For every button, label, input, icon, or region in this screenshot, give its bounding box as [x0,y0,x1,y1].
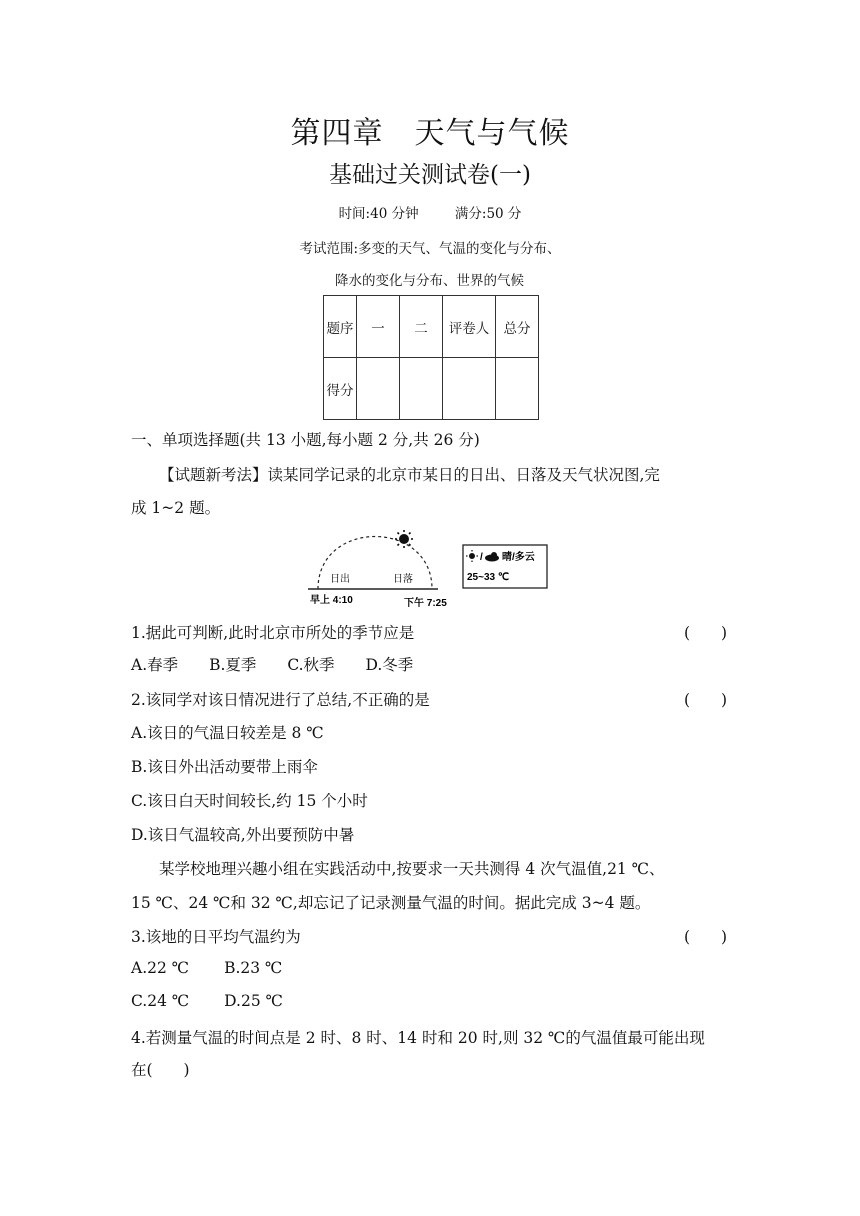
question-2-stem: 2.该同学对该日情况进行了总结,不正确的是 [131,691,430,709]
option-a[interactable]: A.22 ℃ [131,959,190,977]
option-b[interactable]: B.23 ℃ [224,959,283,977]
sunrise-label: 日出 [330,574,350,585]
score-table-score-row [324,358,539,420]
section-heading: 一、单项选择题(共 13 小题,每小题 2 分,共 26 分) [131,431,480,449]
sun-icon [395,530,413,548]
question-1-stem: 1.据此可判断,此时北京市所处的季节应是 [131,624,415,642]
exam-meta [0,202,860,222]
option-d[interactable]: D.该日气温较高,外出要预防中暑 [131,826,355,844]
option-b[interactable]: B.夏季 [209,656,257,674]
sunrise-sunset-figure [300,525,560,610]
option-c[interactable]: C.24 ℃ [131,992,190,1010]
svg-text:/: / [480,552,483,563]
option-a[interactable]: A.春季 [131,656,179,674]
score-cell: 评卷人 [443,296,496,358]
question-1-options [131,653,413,675]
passage-line: 15 ℃、24 ℃和 32 ℃,却忘记了记录测量气温的时间。据此完成 3~4 题。 [131,894,651,912]
option-d[interactable]: D.25 ℃ [224,992,283,1010]
intro-line: 【试题新考法】读某同学记录的北京市某日的日出、日落及天气状况图,完 [159,466,660,484]
score-table-header-row [324,296,539,358]
exam-scope-line1: 考试范围:多变的天气、气温的变化与分布、 [299,241,561,257]
answer-paren[interactable]: ( ) [684,928,728,946]
score-cell: 得分 [324,358,357,420]
option-c[interactable]: C.秋季 [287,656,335,674]
score-input-cell[interactable] [443,358,496,420]
question-3-options-row1 [131,959,282,977]
option-b[interactable]: B.该日外出活动要带上雨伞 [131,758,318,776]
option-d[interactable]: D.冬季 [365,656,414,674]
weather-text: 晴/多云 [502,552,535,563]
score-cell: 一 [357,296,400,358]
cloud-icon [485,552,499,562]
score-input-cell[interactable] [357,358,400,420]
option-a[interactable]: A.该日的气温日较差是 8 ℃ [131,724,324,742]
intro-line: 成 1~2 题。 [131,499,221,517]
question-4-stem: 4.若测量气温的时间点是 2 时、8 时、14 时和 20 时,则 32 ℃的气温值最可能出现 [131,1029,705,1047]
sunset-time: 下午 7:25 [404,598,447,609]
page-title: 第四章 天气与气候 [290,116,570,151]
question-3-options-row2 [131,992,283,1010]
temperature-range: 25~33 ℃ [467,572,510,583]
sunset-label: 日落 [393,574,413,585]
page-subtitle: 基础过关测试卷(一) [329,162,531,188]
sunrise-time: 早上 4:10 [310,595,353,606]
score-input-cell[interactable] [496,358,539,420]
passage-line: 某学校地理兴趣小组在实践活动中,按要求一天共测得 4 次气温值,21 ℃、 [159,860,665,878]
score-cell: 题序 [324,296,357,358]
exam-scope-line2: 降水的变化与分布、世界的气候 [335,273,524,289]
sun-icon [466,550,478,562]
question-3-stem: 3.该地的日平均气温约为 [131,928,301,946]
answer-paren[interactable]: ( ) [684,624,728,642]
exam-time: 时间:40 分钟 [338,206,419,222]
score-cell: 二 [400,296,443,358]
option-c[interactable]: C.该日白天时间较长,约 15 个小时 [131,792,368,810]
score-table [323,295,539,420]
score-input-cell[interactable] [400,358,443,420]
answer-paren[interactable]: ( ) [684,691,728,709]
question-4-stem-cont: 在( ) [131,1061,190,1079]
exam-total-score: 满分:50 分 [454,206,522,222]
score-cell: 总分 [496,296,539,358]
